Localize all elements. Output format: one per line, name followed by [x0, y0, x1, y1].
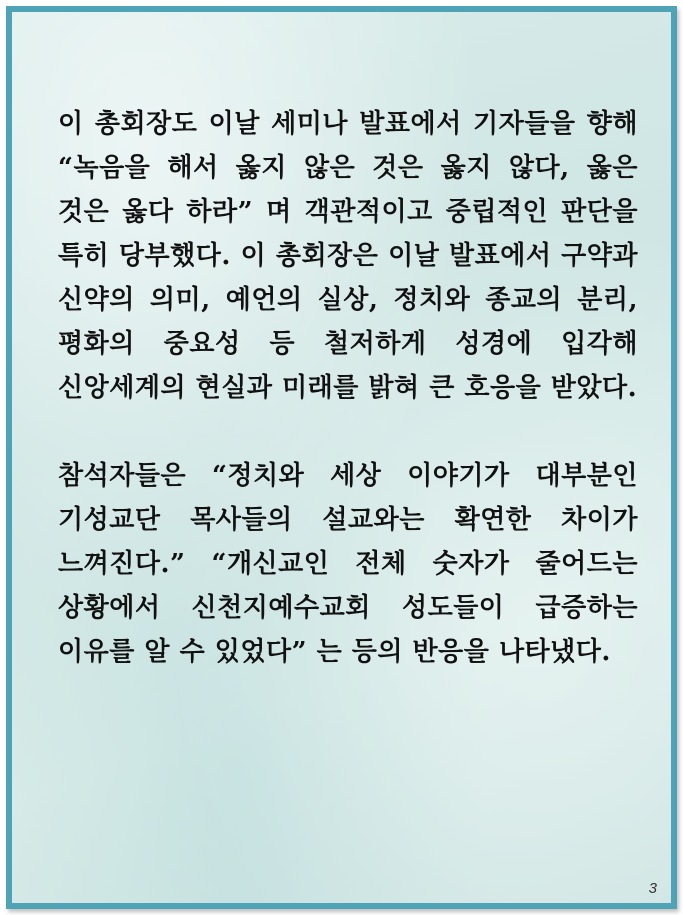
page-number: 3 — [648, 880, 657, 897]
paragraph-1: 이 총회장도 이날 세미나 발표에서 기자들을 향해 “녹음을 해서 옳지 않은 것은 옳지 않다, 옳은 것은 옳다 하라” 며 객관적이고 중립적인 판단을 특히 당부했다. 이 총회장은 이날 발표에서 구약과 신약의 의미, 예언의 실상, 정치와 종교의 분리, 평화의 중요성 등 철저하게 성경에 입각해 신앙세계의 현실과 미래를 밝혀 큰 호응을 받았다. — [58, 109, 638, 403]
document-page — [6, 6, 677, 909]
paragraph-2: 참석자들은 “정치와 세상 이야기가 대부분인 기성교단 목사들의 설교와는 확연한 차이가 느껴진다.” “개신교인 전체 숫자가 줄어드는 상황에서 신천지예수교회 성도들이 급증하는 이유를 알 수 있었다” 는 등의 반응을 나타냈다. — [58, 461, 638, 667]
article-body — [58, 102, 638, 674]
